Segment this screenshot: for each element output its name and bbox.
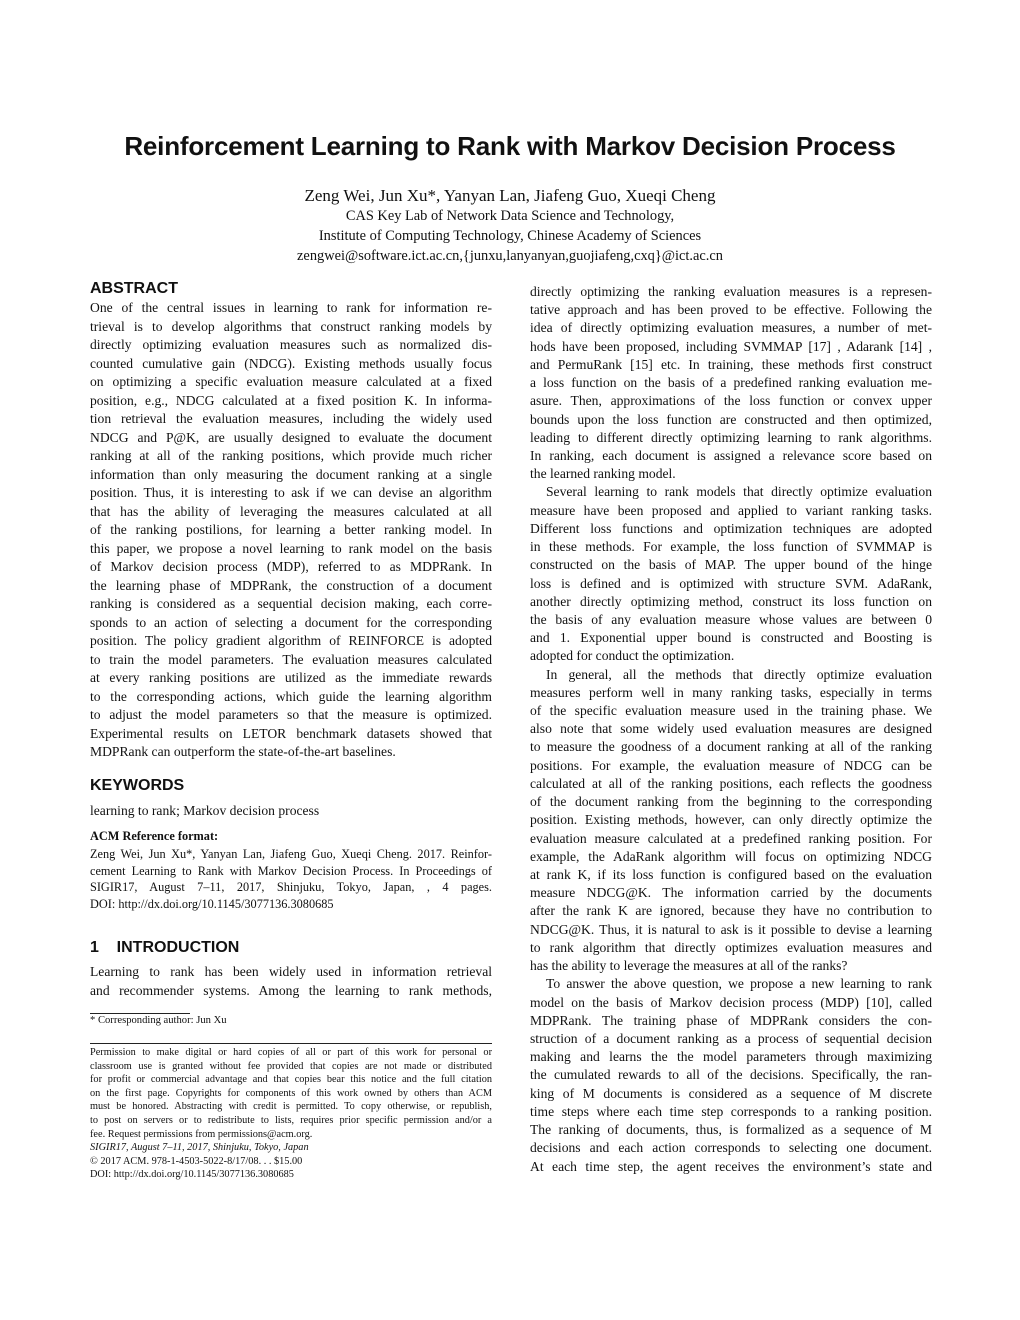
text-line: for profit or commercial advantage and that copies bear this notice and the full citation xyxy=(90,1074,492,1086)
text-line: at rank K, if its loss function is configured based on the evaluation xyxy=(530,867,932,882)
text-line: in these methods. For example, the loss function of SVMMAP is xyxy=(530,539,932,555)
text-line: position. Existing methods, however, can only directly optimize the xyxy=(530,812,932,828)
text-line: position. The policy gradient algorithm of REINFORCE is adopted xyxy=(90,633,492,648)
text-line: sponds to an action of selecting a document for the corresponding xyxy=(90,614,492,630)
text-line: The ranking of documents, thus, is formalized as a sequence of M xyxy=(530,1122,932,1138)
text-line: a loss function on the basis of a predefined ranking evaluation me- xyxy=(530,375,932,391)
text-line: and recommender systems. Among the learning to rank methods, xyxy=(90,982,492,998)
text-line: the learned ranking model. xyxy=(530,466,676,482)
keywords-heading: KEYWORDS xyxy=(90,777,185,794)
text-line: of the ranking postilions, for learning a better ranking model. In xyxy=(90,522,492,537)
text-line: Different loss functions and optimization techniques are adopted xyxy=(530,520,932,536)
text-line: to adjust the model parameters so that the measure is optimized. xyxy=(90,707,492,722)
text-line: evaluation measure calculated at a predefined ranking position. For xyxy=(530,830,932,846)
text-line: position. Thus, it is interesting to ask if we can devise an algorithm xyxy=(90,485,492,500)
text-line: tion retrieval the evaluation measures, including the widely used xyxy=(90,411,492,426)
text-line: has the ability to leverage the measures at all of the ranks? xyxy=(530,958,848,974)
text-line: In general, all the methods that directly optimize evaluation xyxy=(546,666,932,682)
text-line: another directly optimizing method, construct its loss function on xyxy=(530,593,932,609)
text-line: bounds upon the loss function are constructed and then optimized, xyxy=(530,411,932,427)
text-line: of Markov decision process (MDP), referred to as MDPRank. In xyxy=(90,559,492,574)
keywords-text: learning to rank; Markov decision process xyxy=(90,803,320,818)
author-emails: zengwei@software.ict.ac.cn,{junxu,lanyanyan,guojiafeng,cxq}@ict.ac.cn xyxy=(297,248,723,264)
text-line: at every ranking positions are utilized as the immediate rewards xyxy=(90,670,492,685)
text-line: also note that some widely used evaluation measures are designed xyxy=(530,721,932,737)
text-line: tative approach and has been proved to be effective. Following the xyxy=(530,302,932,318)
text-line: Several learning to rank models that directly optimize evaluation xyxy=(546,484,932,500)
text-line: Permission to make digital or hard copies of all or part of this work for personal or xyxy=(90,1047,492,1058)
text-line: to measure the goodness of a document ranking at all of the ranking xyxy=(530,739,932,755)
text-line: loss is defined and is optimized with structure SVM. AdaRank, xyxy=(530,575,932,591)
text-line: MDPRank. The training phase of MDPRank considers the con- xyxy=(530,1012,932,1028)
right-column-body xyxy=(530,283,932,1176)
text-line: measure have been proposed and applied to variant ranking tasks. xyxy=(530,502,932,518)
text-line: decisions and each action corresponds to selecting one document. xyxy=(530,1140,932,1156)
text-line: directly optimizing the ranking evaluation measures is a represen- xyxy=(530,284,932,299)
text-line: One of the central issues in learning to rank for information re- xyxy=(90,300,492,315)
text-line: To answer the above question, we propose a new learning to rank xyxy=(546,976,932,992)
text-line: MDPRank can outperform the state-of-the-art baselines. xyxy=(90,744,396,759)
text-line: measure NDCG@K. The information carried by the documents xyxy=(530,885,932,901)
text-line: SIGIR17, August 7–11, 2017, Shinjuku, Tokyo, Japan, , 4 pages. xyxy=(90,880,492,894)
text-line: on optimizing a specific evaluation measure calculated at a fixed xyxy=(90,374,492,389)
text-line: measures perform well in many ranking tasks, especially in terms xyxy=(530,684,932,700)
text-line: DOI: http://dx.doi.org/10.1145/3077136.3080685 xyxy=(90,896,334,911)
text-line: time steps where each time step corresponds to a ranking position. xyxy=(530,1103,932,1119)
text-line: the cumulated rewards to all of the decisions. Specifically, the ran- xyxy=(530,1067,932,1083)
text-line: asure. Then, approximations of the loss function or convex upper xyxy=(530,393,932,409)
permission-notice xyxy=(90,1046,492,1182)
text-line: to rank algorithm that directly optimizes evaluation measures and xyxy=(530,939,932,955)
text-line: of the document ranking from the beginning to the corresponding xyxy=(530,794,932,810)
text-line: example, the AdaRank algorithm will focus on optimizing NDCG xyxy=(530,848,932,864)
text-line: NDCG@K. Thus, it is natural to ask is it possible to devise a learning xyxy=(530,921,932,937)
text-line: to train the model parameters. The evaluation measures calculated xyxy=(90,651,492,667)
affiliation-lab: CAS Key Lab of Network Data Science and Technology, xyxy=(345,208,675,224)
text-line: NDCG and P@K, are usually designed to evaluate the document xyxy=(90,429,492,445)
text-line: adopted for conduct the optimization. xyxy=(530,648,735,664)
text-line: this paper, we propose a novel learning to rank model on the basis xyxy=(90,540,492,556)
text-line: At each time step, the agent receives the environment’s state and xyxy=(530,1158,932,1174)
abstract-body xyxy=(90,299,492,762)
text-line: SIGIR17, August 7–11, 2017, Shinjuku, Tokyo, Japan xyxy=(90,1142,309,1154)
text-line: and PermuRank [15] etc. In training, these methods first construct xyxy=(530,356,932,372)
text-line: Learning to rank has been widely used in information retrieval xyxy=(90,964,492,979)
text-line: information than only measuring the document ranking at a single xyxy=(90,466,492,482)
footnote-divider xyxy=(90,1013,190,1014)
paper-title: Reinforcement Learning to Rank with Markov Decision Process xyxy=(124,131,896,161)
footnote: * Corresponding author: Jun Xu xyxy=(90,1015,227,1026)
text-line: that has the ability of leveraging the measures calculated at all xyxy=(90,503,492,519)
text-line: DOI: http://dx.doi.org/10.1145/3077136.3080685 xyxy=(90,1169,294,1181)
text-line: to post on servers or to redistribute to lists, requires prior specific permission and/or a xyxy=(90,1114,492,1126)
text-line: the learning phase of MDPRank, the construction of a document xyxy=(90,577,492,593)
text-line: fee. Request permissions from permissions@acm.org. xyxy=(90,1128,313,1140)
introduction-heading: 1 INTRODUCTION xyxy=(90,939,240,956)
acm-reference-body xyxy=(90,846,492,912)
text-line: idea of directly optimizing evaluation measures, a number of met- xyxy=(530,320,932,336)
text-line: struction of a document ranking as a process of sequential decision xyxy=(530,1030,932,1046)
text-line: calculated at all of the ranking positions, each reflects the goodness xyxy=(530,775,932,791)
text-line: Zeng Wei, Jun Xu*, Yanyan Lan, Jiafeng Guo, Xueqi Cheng. 2017. Reinfor- xyxy=(90,847,492,861)
text-line: trieval is to develop algorithms that construct ranking models by xyxy=(90,318,492,334)
text-line: on the first page. Copyrights for components of this work owned by others than ACM xyxy=(90,1087,492,1099)
text-line: hods have been proposed, including SVMMAP [17] , Adarank [14] , xyxy=(530,338,932,354)
text-line: of the specific evaluation measure used in the training phase. We xyxy=(530,703,932,719)
text-line: the basis of any evaluation measure whose values are between 0 xyxy=(530,611,932,627)
text-line: ranking at all of the ranking positions, which provide much richer xyxy=(90,448,492,463)
text-line: model on the basis of Markov decision process (MDP) [10], called xyxy=(530,994,932,1010)
text-line: king of M documents is considered as a sequence of M discrete xyxy=(530,1085,932,1101)
text-line: classroom use is granted without fee provided that copies are not made or distributed xyxy=(90,1060,492,1072)
text-line: position, e.g., NDCG calculated at a fixed position K. In informa- xyxy=(90,392,492,408)
text-line: positions. For example, the evaluation measure of NDCG can be xyxy=(530,757,932,773)
text-line: after the rank K are ignored, because they have no contribution to xyxy=(530,903,932,919)
text-line: leading to different directly optimizing learning to rank algorithms. xyxy=(530,429,932,445)
text-line: In ranking, each document is assigned a relevance score based on xyxy=(530,447,932,463)
introduction-body xyxy=(90,963,492,1000)
author-list: Zeng Wei, Jun Xu*, Yanyan Lan, Jiafeng Guo, Xueqi Cheng xyxy=(304,186,716,205)
text-line: © 2017 ACM. 978-1-4503-5022-8/17/08. . . $15.00 xyxy=(90,1155,303,1167)
permission-divider xyxy=(90,1043,492,1044)
text-line: must be honored. Abstracting with credit is permitted. To copy otherwise, or republish, xyxy=(90,1101,492,1113)
text-line: and 1. Exponential upper bound is constructed and Boosting is xyxy=(530,630,932,646)
text-line: making and learns the the model parameters through maximizing xyxy=(530,1049,932,1065)
text-line: cement Learning to Rank with Markov Decision Process. In Proceedings of xyxy=(90,863,492,878)
text-line: counted cumulative gain (NDCG). Existing methods usually focus xyxy=(90,355,492,371)
text-line: directly optimizing evaluation measures such as normalized dis- xyxy=(90,337,492,352)
abstract-heading: ABSTRACT xyxy=(90,280,178,297)
text-line: Experimental results on LETOR benchmark datasets showed that xyxy=(90,725,492,741)
text-line: constructed on the basis of MAP. The upper bound of the hinge xyxy=(530,557,932,573)
text-line: ranking is considered as a sequential decision making, each corre- xyxy=(90,596,492,611)
acm-reference-heading: ACM Reference format: xyxy=(90,829,219,843)
affiliation-institute: Institute of Computing Technology, Chinese Academy of Sciences xyxy=(318,228,702,244)
text-line: to the corresponding actions, which guide the learning algorithm xyxy=(90,688,492,704)
